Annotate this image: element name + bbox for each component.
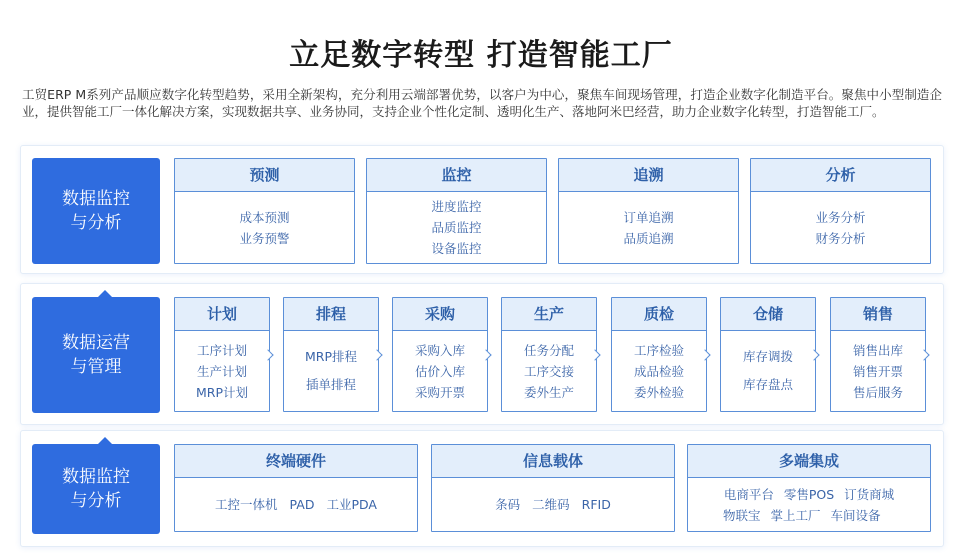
section-monitoring-analysis bbox=[20, 145, 944, 274]
module-box-analysis bbox=[750, 158, 931, 264]
section-label-line2: 与管理 bbox=[70, 357, 122, 377]
module-item: 成品检验 bbox=[633, 363, 684, 379]
module-title: 监控 bbox=[367, 159, 546, 192]
module-item: 品质追溯 bbox=[623, 230, 674, 246]
module-item: 售后服务 bbox=[852, 384, 903, 400]
module-title: 排程 bbox=[284, 298, 378, 331]
module-item: 插单排程 bbox=[305, 377, 356, 392]
module-box-production bbox=[501, 297, 597, 412]
module-body bbox=[502, 331, 596, 411]
module-box-quality bbox=[611, 297, 707, 412]
module-item: 业务分析 bbox=[815, 209, 866, 225]
module-item: 库存盘点 bbox=[742, 377, 793, 392]
module-item: 销售出库 bbox=[852, 342, 903, 358]
module-item: 物联宝 bbox=[723, 507, 761, 523]
module-item: 条码 bbox=[495, 497, 521, 512]
module-body bbox=[831, 331, 925, 411]
module-item: MRP排程 bbox=[304, 349, 357, 364]
module-title: 多端集成 bbox=[688, 445, 930, 478]
module-box-monitor bbox=[366, 158, 547, 264]
module-item: 销售开票 bbox=[852, 363, 903, 379]
module-item: 二维码 bbox=[532, 497, 570, 512]
section-label-line1: 数据运营 bbox=[62, 333, 130, 353]
module-body bbox=[721, 331, 815, 411]
module-item: 电商平台 bbox=[723, 486, 774, 502]
section-label bbox=[32, 297, 160, 413]
module-title: 生产 bbox=[502, 298, 596, 331]
module-item: 财务分析 bbox=[815, 230, 866, 246]
module-item: 订货商城 bbox=[844, 486, 895, 502]
module-item: 采购开票 bbox=[414, 384, 465, 400]
module-item: 进度监控 bbox=[431, 199, 482, 214]
module-item: 订单追溯 bbox=[623, 209, 674, 225]
module-title: 信息载体 bbox=[432, 445, 674, 478]
module-body bbox=[432, 478, 674, 531]
module-box-plan bbox=[174, 297, 270, 412]
module-title: 分析 bbox=[751, 159, 930, 192]
module-item: PAD bbox=[289, 497, 315, 512]
module-item: 成本预测 bbox=[239, 209, 290, 225]
module-box-purchase bbox=[392, 297, 488, 412]
module-item: 委外生产 bbox=[523, 384, 574, 400]
module-item: 库存调拨 bbox=[742, 349, 793, 364]
label-notch bbox=[98, 437, 112, 444]
module-item: 工序计划 bbox=[196, 342, 247, 358]
module-item: 任务分配 bbox=[523, 342, 574, 358]
module-item: 工序检验 bbox=[633, 342, 684, 358]
module-box-sales bbox=[830, 297, 926, 412]
module-item: 生产计划 bbox=[196, 363, 247, 379]
section-label bbox=[32, 158, 160, 264]
module-box-forecast bbox=[174, 158, 355, 264]
module-item-row bbox=[718, 505, 886, 526]
module-title: 采购 bbox=[393, 298, 487, 331]
module-title: 终端硬件 bbox=[175, 445, 417, 478]
module-item: 设备监控 bbox=[431, 241, 482, 256]
module-item: RFID bbox=[581, 497, 611, 512]
module-item-row bbox=[719, 484, 899, 505]
module-title: 仓储 bbox=[721, 298, 815, 331]
module-box-warehouse bbox=[720, 297, 816, 412]
module-item: 委外检验 bbox=[633, 384, 684, 400]
module-item: 采购入库 bbox=[414, 342, 465, 358]
module-box-multi-integration bbox=[687, 444, 931, 532]
module-title: 追溯 bbox=[559, 159, 738, 192]
module-box-terminal-hardware bbox=[174, 444, 418, 532]
module-body bbox=[284, 331, 378, 411]
module-title: 销售 bbox=[831, 298, 925, 331]
module-body bbox=[612, 331, 706, 411]
module-body bbox=[751, 192, 930, 263]
module-body bbox=[367, 192, 546, 263]
module-item: 估价入库 bbox=[414, 363, 465, 379]
module-body bbox=[175, 331, 269, 411]
module-box-info-carrier bbox=[431, 444, 675, 532]
module-item: 掌上工厂 bbox=[770, 507, 821, 523]
module-item: 工控一体机 bbox=[215, 497, 278, 512]
section-operations-management bbox=[20, 283, 944, 425]
section-label-line2: 与分析 bbox=[70, 213, 122, 233]
module-item: 工序交接 bbox=[523, 363, 574, 379]
module-title: 质检 bbox=[612, 298, 706, 331]
module-box-trace bbox=[558, 158, 739, 264]
module-title: 计划 bbox=[175, 298, 269, 331]
module-body bbox=[175, 192, 354, 263]
module-item: MRP计划 bbox=[195, 384, 248, 400]
section-integration bbox=[20, 430, 944, 547]
section-label-line1: 数据监控 bbox=[62, 189, 130, 209]
module-body bbox=[393, 331, 487, 411]
section-label-line2: 与分析 bbox=[70, 491, 122, 511]
section-label bbox=[32, 444, 160, 534]
module-title: 预测 bbox=[175, 159, 354, 192]
module-item: 车间设备 bbox=[830, 507, 881, 523]
module-item: 品质监控 bbox=[431, 220, 482, 235]
label-notch bbox=[98, 290, 112, 297]
page-description: 工贸ERP M系列产品顺应数字化转型趋势，采用全新架构，充分利用云端部署优势，以客户为中心，聚焦车间现场管理，打造企业数字化制造平台。聚焦中小型制造企业，提供智能工厂一体化解决方案，实现数据共享、业务协同，支持企业个性化定制、透明化生产、落地阿米巴经营，助力企业数字化转型，打造智能工厂。 bbox=[22, 87, 942, 119]
module-box-schedule bbox=[283, 297, 379, 412]
module-body bbox=[559, 192, 738, 263]
module-body bbox=[688, 478, 930, 531]
module-item: 工业PDA bbox=[326, 497, 377, 512]
module-body bbox=[175, 478, 417, 531]
module-item: 零售POS bbox=[783, 486, 835, 502]
page-title: 立足数字转型 打造智能工厂 bbox=[289, 38, 673, 73]
section-label-line1: 数据监控 bbox=[62, 467, 130, 487]
module-item: 业务预警 bbox=[239, 230, 290, 246]
